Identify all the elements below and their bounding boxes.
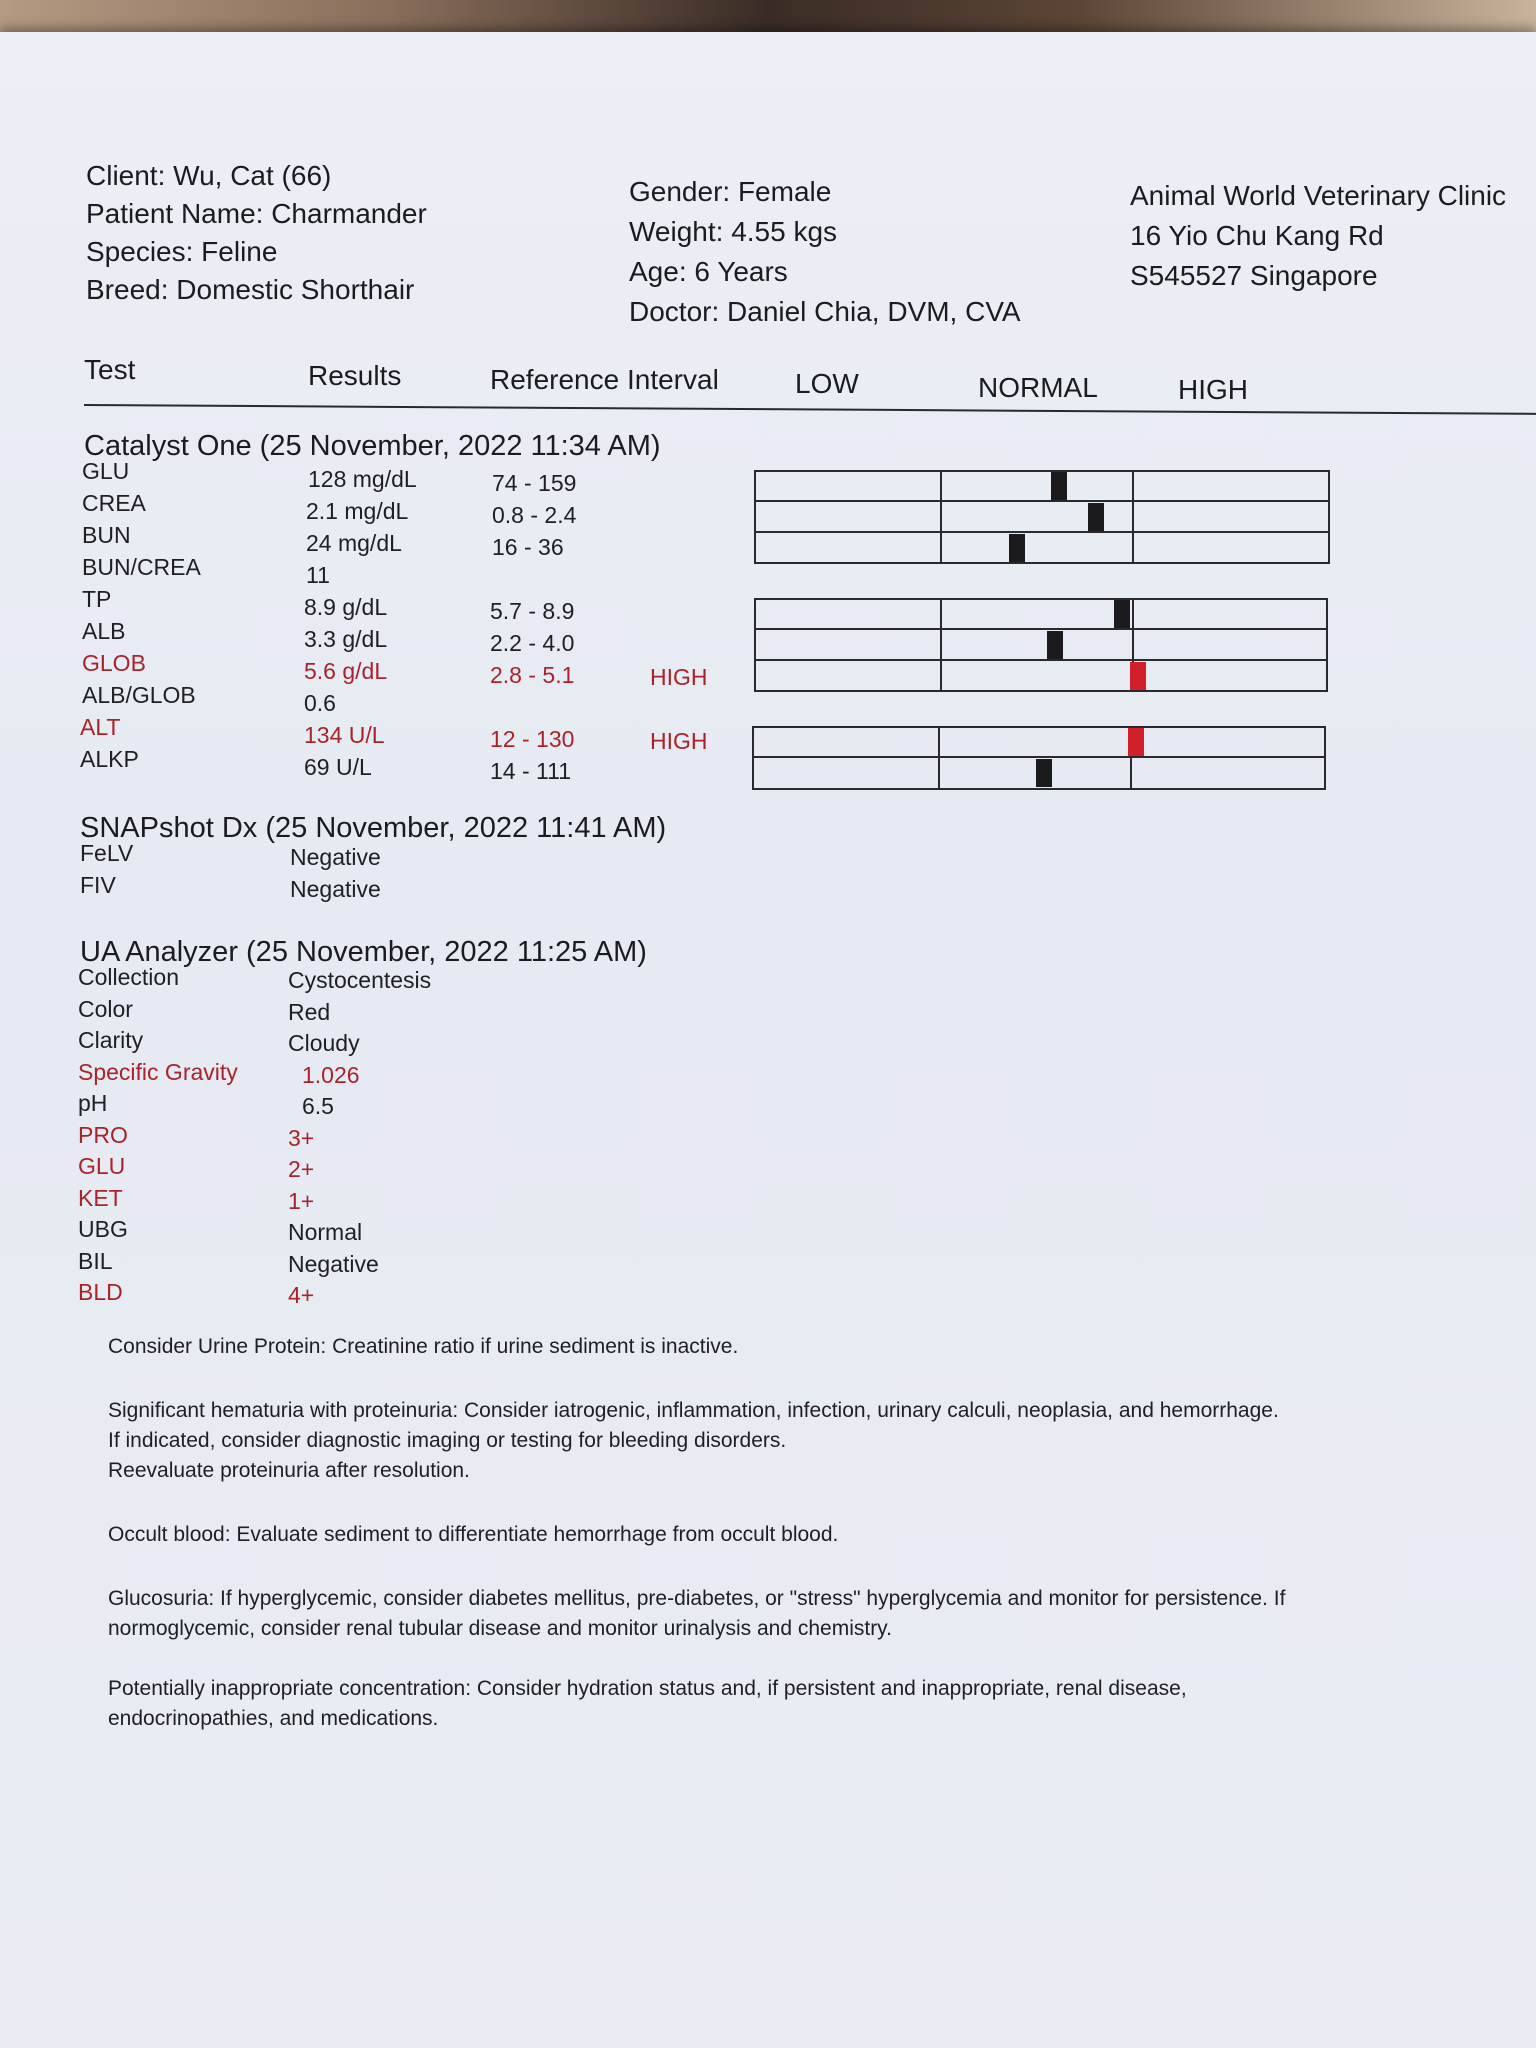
range-bars-group-2 xyxy=(754,598,1328,692)
test-name: TP xyxy=(82,586,112,612)
alb-level-marker xyxy=(1047,631,1063,659)
test-name: BIL xyxy=(78,1247,113,1274)
col-high: HIGH xyxy=(1178,374,1248,405)
test-name: Specific Gravity xyxy=(78,1058,238,1085)
note-hematuria: Significant hematuria with proteinuria: Consider iatrogenic, inflammation, infection, urinary calculi, neoplasia, and hemorrhage. If indicated, consider diagnostic imaging or testing for bleeding disorders. xyxy=(108,1399,1279,1452)
test-result: 69 U/L xyxy=(304,754,372,780)
test-result: Normal xyxy=(288,1219,363,1245)
test-result: 1+ xyxy=(288,1187,315,1214)
test-name: ALT xyxy=(80,714,121,740)
test-result: 5.6 g/dL xyxy=(304,658,388,684)
species-line: Species: Feline xyxy=(86,236,278,267)
test-reference: 14 - 111 xyxy=(490,758,571,784)
note-concentration: Potentially inappropriate concentration: Consider hydration status and, if persistent and inappropriate, renal disease, endocrinopathies, and medications. xyxy=(108,1677,1187,1730)
range-bars-group-3 xyxy=(752,726,1326,790)
doctor-line: Doctor: Daniel Chia, DVM, CVA xyxy=(629,296,1021,327)
breed-line: Breed: Domestic Shorthair xyxy=(86,274,415,305)
clinic-name: Animal World Veterinary Clinic xyxy=(1130,180,1507,211)
crea-level-marker xyxy=(1088,503,1104,531)
col-normal: NORMAL xyxy=(978,372,1098,403)
test-name: ALB xyxy=(82,618,126,644)
test-name: Clarity xyxy=(78,1027,144,1053)
test-name: Collection xyxy=(78,964,179,990)
alt-level-marker xyxy=(1128,728,1144,756)
high-flag: HIGH xyxy=(650,728,708,754)
test-name: PRO xyxy=(78,1121,128,1148)
test-reference: 2.8 - 5.1 xyxy=(490,662,575,688)
test-result: 11 xyxy=(306,562,330,588)
col-low: LOW xyxy=(795,368,859,399)
test-name: GLU xyxy=(78,1153,126,1179)
client-line: Client: Wu, Cat (66) xyxy=(86,160,332,191)
snapshot-title: SNAPshot Dx (25 November, 2022 11:41 AM) xyxy=(80,812,667,844)
ua-title: UA Analyzer (25 November, 2022 11:25 AM) xyxy=(80,936,647,968)
test-name: BLD xyxy=(78,1279,123,1305)
test-result: Negative xyxy=(290,844,381,870)
test-name: FIV xyxy=(80,872,116,898)
test-result: 0.6 xyxy=(304,690,336,716)
test-name: pH xyxy=(78,1090,108,1116)
header-rule xyxy=(84,404,1536,415)
test-result: 3.3 g/dL xyxy=(304,626,388,652)
lab-report-page xyxy=(0,32,1536,2048)
test-name: KET xyxy=(78,1184,123,1211)
alkp-level-marker xyxy=(1036,759,1052,787)
test-result: 24 mg/dL xyxy=(306,530,402,556)
test-reference: 5.7 - 8.9 xyxy=(490,598,575,624)
test-reference: 0.8 - 2.4 xyxy=(492,502,577,528)
test-result: 8.9 g/dL xyxy=(304,594,388,620)
note-glucosuria: Glucosuria: If hyperglycemic, consider diabetes mellitus, pre-diabetes, or "stress" hyperglycemia and monitor for persistence. If normoglycemic, consider renal tubular disease and monitor urinalysis and chemistry. xyxy=(108,1587,1286,1640)
test-result: 4+ xyxy=(288,1282,315,1308)
gender-line: Gender: Female xyxy=(629,176,832,207)
test-result: 134 U/L xyxy=(304,722,385,748)
test-result: 1.026 xyxy=(302,1061,360,1088)
test-result: 128 mg/dL xyxy=(308,466,417,492)
clinic-postal: S545527 Singapore xyxy=(1130,260,1378,291)
age-line: Age: 6 Years xyxy=(629,256,788,287)
note-reevaluate: Reevaluate proteinuria after resolution. xyxy=(108,1459,470,1482)
test-result: Negative xyxy=(290,876,381,902)
glu-level-marker xyxy=(1051,472,1067,500)
tp-level-marker xyxy=(1114,600,1130,628)
test-name: FeLV xyxy=(80,840,134,866)
note-upc: Consider Urine Protein: Creatinine ratio if urine sediment is inactive. xyxy=(108,1335,739,1358)
test-result: 3+ xyxy=(288,1124,315,1151)
col-reference: Reference Interval xyxy=(490,364,719,395)
catalyst-title: Catalyst One (25 November, 2022 11:34 AM) xyxy=(84,430,661,462)
test-name: CREA xyxy=(82,490,146,516)
test-result: Cloudy xyxy=(288,1030,360,1056)
test-result: 2+ xyxy=(288,1156,315,1182)
test-name: UBG xyxy=(78,1216,128,1242)
test-reference: 74 - 159 xyxy=(492,470,577,496)
test-name: BUN/CREA xyxy=(82,554,201,580)
test-reference: 16 - 36 xyxy=(492,534,564,560)
test-name: GLU xyxy=(82,458,130,484)
note-occult-blood: Occult blood: Evaluate sediment to differentiate hemorrhage from occult blood. xyxy=(108,1523,839,1546)
test-reference: 12 - 130 xyxy=(490,726,575,752)
test-name: ALKP xyxy=(80,746,139,772)
col-test: Test xyxy=(84,354,136,385)
test-result: Negative xyxy=(288,1250,379,1277)
clinic-address: 16 Yio Chu Kang Rd xyxy=(1130,220,1384,251)
col-results: Results xyxy=(308,360,402,391)
test-name: Color xyxy=(78,995,133,1022)
range-bars-group-1 xyxy=(754,470,1330,564)
bun-level-marker xyxy=(1009,534,1025,562)
weight-line: Weight: 4.55 kgs xyxy=(629,216,838,247)
test-reference: 2.2 - 4.0 xyxy=(490,630,575,656)
test-result: 6.5 xyxy=(302,1093,334,1119)
test-name: ALB/GLOB xyxy=(82,682,196,708)
test-result: Cystocentesis xyxy=(288,967,432,993)
test-result: 2.1 mg/dL xyxy=(306,498,409,524)
test-result: Red xyxy=(288,998,331,1025)
test-name: GLOB xyxy=(82,650,146,676)
test-name: BUN xyxy=(82,522,131,548)
patient-line: Patient Name: Charmander xyxy=(86,198,427,229)
glob-level-marker xyxy=(1130,662,1146,690)
high-flag: HIGH xyxy=(650,664,708,690)
